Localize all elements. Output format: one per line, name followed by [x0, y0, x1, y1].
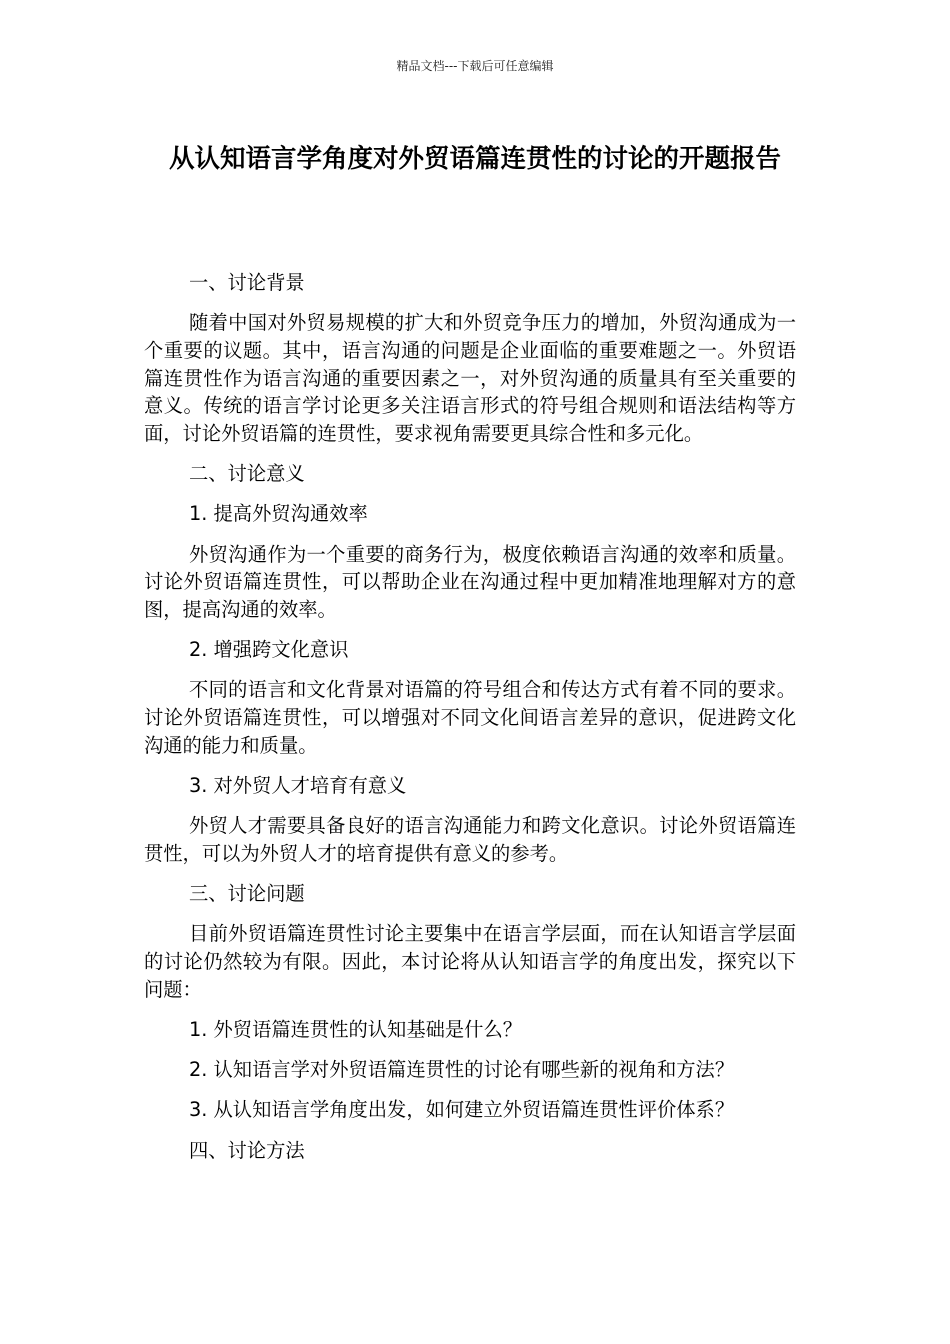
page-header: 精品文档---下载后可任意编辑 — [396, 59, 554, 73]
document-title: 从认知语言学角度对外贸语篇连贯性的讨论的开题报告 — [168, 144, 781, 174]
questions-paragraph: 目前外贸语篇连贯性讨论主要集中在语言学层面，而在认知语言学层面的讨论仍然较为有限。因此，本讨论将从认知语言学的角度出发，探究以下问题： — [144, 922, 796, 1001]
cross-cultural-paragraph: 不同的语言和文化背景对语篇的符号组合和传达方式有着不同的要求。讨论外贸语篇连贯性，可以增强对不同文化间语言差异的意识，促进跨文化沟通的能力和质量。 — [144, 678, 796, 757]
subheading-efficiency: 1. 提高外贸沟通效率 — [189, 502, 368, 526]
subheading-talent: 3. 对外贸人才培育有意义 — [189, 774, 407, 798]
talent-paragraph: 外贸人才需要具备良好的语言沟通能力和跨文化意识。讨论外贸语篇连贯性，可以为外贸人才的培育提供有意义的参考。 — [144, 814, 796, 865]
section-heading-significance: 二、讨论意义 — [189, 462, 305, 486]
document-body — [144, 269, 796, 1177]
question-item: 3. 从认知语言学角度出发，如何建立外贸语篇连贯性评价体系？ — [189, 1098, 735, 1122]
efficiency-paragraph: 外贸沟通作为一个重要的商务行为，极度依赖语言沟通的效率和质量。讨论外贸语篇连贯性，可以帮助企业在沟通过程中更加精准地理解对方的意图，提高沟通的效率。 — [144, 542, 796, 622]
section-heading-background: 一、讨论背景 — [189, 271, 305, 294]
section-heading-questions: 三、讨论问题 — [189, 882, 305, 906]
subheading-cross-cultural: 2. 增强跨文化意识 — [189, 638, 349, 662]
question-item: 1. 外贸语篇连贯性的认知基础是什么？ — [189, 1017, 523, 1041]
section-heading-methods: 四、讨论方法 — [189, 1138, 305, 1162]
background-paragraph: 随着中国对外贸易规模的扩大和外贸竞争压力的增加，外贸沟通成为一个重要的议题。其中，语言沟通的问题是企业面临的重要难题之一。外贸语篇连贯性作为语言沟通的重要因素之一，对外贸沟通的质量具有至关重要的意义。传统的语言学讨论更多关注语言形式的符号组合规则和语法结构等方面，讨论外贸语篇的连贯性，要求视角需要更具综合性和多元化。 — [144, 311, 796, 446]
question-item: 2. 认知语言学对外贸语篇连贯性的讨论有哪些新的视角和方法？ — [189, 1058, 735, 1082]
